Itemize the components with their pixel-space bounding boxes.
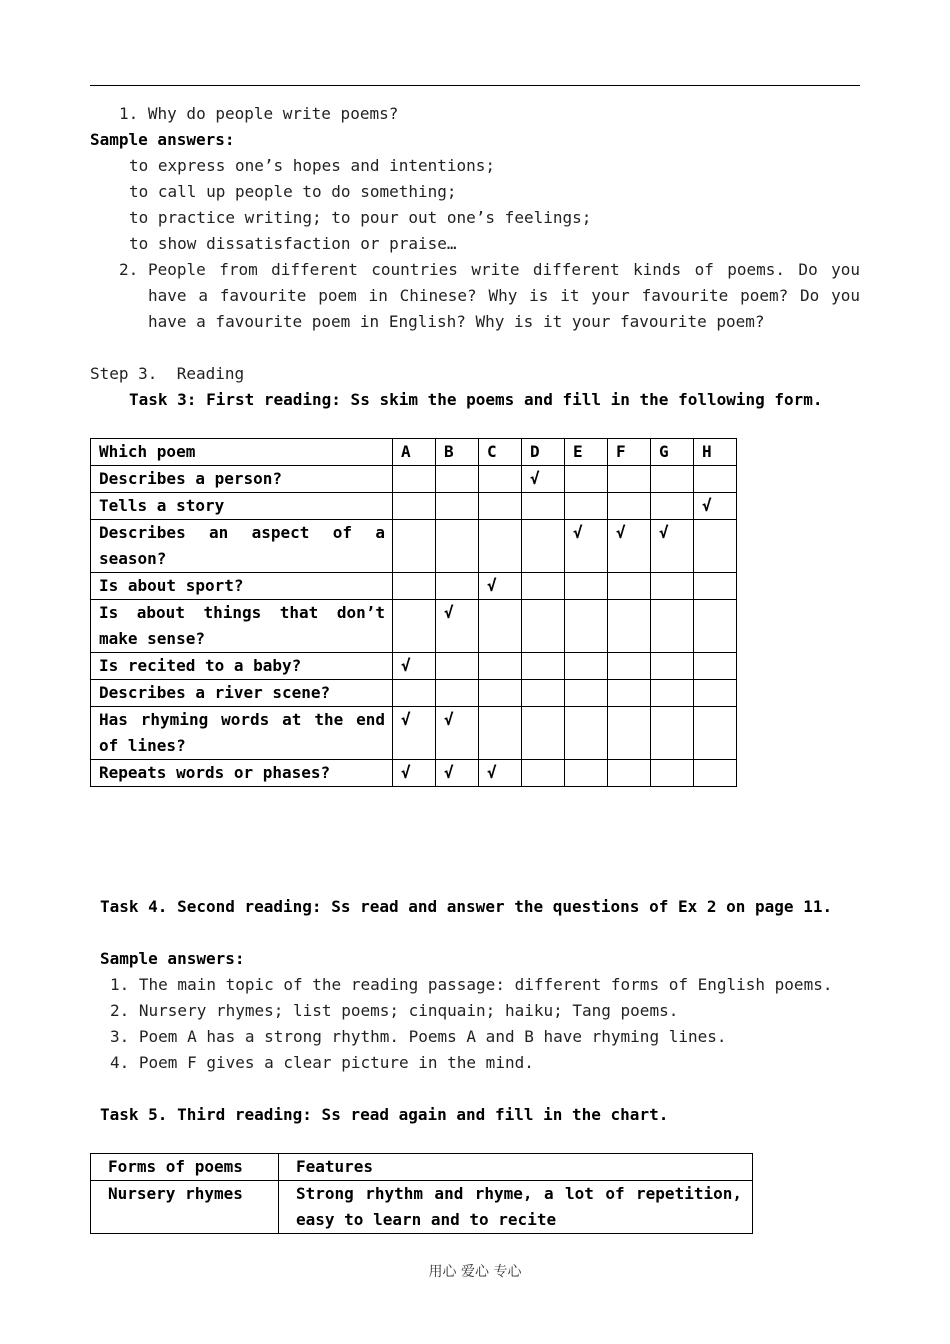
- question-2-number: 2.: [119, 260, 139, 279]
- check-cell: [479, 600, 522, 653]
- table-header-row: [91, 439, 737, 466]
- header-cell: C: [479, 439, 522, 466]
- check-cell: √: [608, 520, 651, 573]
- check-cell: √: [479, 573, 522, 600]
- header-cell: G: [651, 439, 694, 466]
- check-cell: [522, 493, 565, 520]
- question-cell: Is about sport?: [91, 573, 393, 600]
- question-cell-line: season?: [99, 549, 167, 568]
- table-row: [91, 1181, 753, 1234]
- check-cell: [522, 653, 565, 680]
- task-4-heading: Task 4. Second reading: Ss read and answer the questions of Ex 2 on page 11.: [100, 897, 833, 916]
- check-cell: [651, 466, 694, 493]
- answer-line: 2. Nursery rhymes; list poems; cinquain; haiku; Tang poems.: [110, 1001, 679, 1020]
- features-line: easy to learn and to recite: [296, 1210, 557, 1229]
- check-cell: [651, 653, 694, 680]
- check-cell: √: [436, 760, 479, 787]
- table-row: [91, 600, 737, 653]
- check-cell: √: [393, 707, 436, 760]
- check-cell: [479, 653, 522, 680]
- check-cell: √: [479, 760, 522, 787]
- check-cell: [694, 653, 737, 680]
- header-cell: D: [522, 439, 565, 466]
- table-row: [91, 680, 737, 707]
- sample-answers-label: Sample answers:: [100, 949, 245, 968]
- check-cell: [436, 680, 479, 707]
- check-cell: [651, 600, 694, 653]
- check-cell: [522, 680, 565, 707]
- header-cell: Forms of poems: [91, 1154, 279, 1181]
- check-cell: [522, 573, 565, 600]
- check-cell: [479, 466, 522, 493]
- check-cell: [651, 707, 694, 760]
- check-cell: [479, 493, 522, 520]
- question-cell-line: Has rhyming words at the end: [99, 710, 385, 729]
- question-2-line: have a favourite poem in Chinese? Why is it your favourite poem? Do you: [148, 286, 860, 305]
- check-cell: [479, 707, 522, 760]
- question-2-line: have a favourite poem in English? Why is it your favourite poem?: [148, 312, 765, 331]
- table-row: [91, 707, 737, 760]
- header-cell: F: [608, 439, 651, 466]
- question-cell: Is recited to a baby?: [91, 653, 393, 680]
- question-cell: [91, 520, 393, 573]
- check-cell: [522, 760, 565, 787]
- task-3-heading: Task 3: First reading: Ss skim the poems and fill in the following form.: [129, 390, 823, 409]
- question-cell: Tells a story: [91, 493, 393, 520]
- answer-line: to express one’s hopes and intentions;: [129, 156, 496, 175]
- check-cell: [436, 493, 479, 520]
- check-cell: [694, 707, 737, 760]
- check-cell: [651, 573, 694, 600]
- question-cell: Repeats words or phases?: [91, 760, 393, 787]
- table-row: [91, 573, 737, 600]
- header-cell: B: [436, 439, 479, 466]
- table-row: [91, 493, 737, 520]
- question-1: 1. Why do people write poems?: [119, 104, 399, 123]
- check-cell: [608, 707, 651, 760]
- question-cell: Describes a river scene?: [91, 680, 393, 707]
- check-cell: [479, 520, 522, 573]
- step-3-heading: Step 3. Reading: [90, 364, 245, 383]
- check-cell: [608, 573, 651, 600]
- check-cell: [436, 653, 479, 680]
- table-row: [91, 520, 737, 573]
- check-cell: [608, 653, 651, 680]
- check-cell: [608, 680, 651, 707]
- check-cell: [522, 520, 565, 573]
- check-cell: [393, 493, 436, 520]
- answer-line: 4. Poem F gives a clear picture in the mind.: [110, 1053, 534, 1072]
- check-cell: [565, 493, 608, 520]
- question-cell-line: of lines?: [99, 736, 186, 755]
- check-cell: [393, 466, 436, 493]
- check-cell: [565, 466, 608, 493]
- check-cell: √: [694, 493, 737, 520]
- header-cell: A: [393, 439, 436, 466]
- header-cell: H: [694, 439, 737, 466]
- check-cell: [694, 680, 737, 707]
- check-cell: [565, 653, 608, 680]
- question-cell: Describes a person?: [91, 466, 393, 493]
- answer-line: 1. The main topic of the reading passage: different forms of English poems.: [110, 975, 833, 994]
- check-cell: [522, 600, 565, 653]
- table-row: [91, 760, 737, 787]
- form-cell: Nursery rhymes: [91, 1181, 279, 1234]
- features-cell: [279, 1181, 753, 1234]
- check-cell: [479, 680, 522, 707]
- check-cell: [565, 573, 608, 600]
- poem-form-table: [90, 438, 737, 787]
- check-cell: [651, 493, 694, 520]
- check-cell: [393, 520, 436, 573]
- check-cell: √: [393, 760, 436, 787]
- header-cell: Features: [279, 1154, 753, 1181]
- check-cell: [608, 760, 651, 787]
- check-cell: [565, 707, 608, 760]
- check-cell: [694, 573, 737, 600]
- check-cell: √: [651, 520, 694, 573]
- check-cell: √: [522, 466, 565, 493]
- check-cell: √: [565, 520, 608, 573]
- question-cell-line: Is about things that don’t: [99, 603, 385, 622]
- check-cell: [436, 466, 479, 493]
- check-cell: [694, 600, 737, 653]
- question-cell: [91, 707, 393, 760]
- answer-line: to show dissatisfaction or praise…: [129, 234, 457, 253]
- check-cell: [608, 600, 651, 653]
- check-cell: [393, 600, 436, 653]
- answer-line: to practice writing; to pour out one’s feelings;: [129, 208, 592, 227]
- check-cell: [608, 466, 651, 493]
- check-cell: [565, 600, 608, 653]
- check-cell: [694, 466, 737, 493]
- check-cell: [565, 760, 608, 787]
- table-row: [91, 653, 737, 680]
- question-cell: [91, 600, 393, 653]
- check-cell: [694, 760, 737, 787]
- question-cell-line: Describes an aspect of a: [99, 523, 385, 542]
- check-cell: [522, 707, 565, 760]
- question-cell-line: make sense?: [99, 629, 205, 648]
- check-cell: √: [436, 707, 479, 760]
- header-rule: [90, 85, 860, 86]
- check-cell: [608, 493, 651, 520]
- answer-line: to call up people to do something;: [129, 182, 457, 201]
- question-2-line: People from different countries write different kinds of poems. Do you: [148, 260, 860, 279]
- check-cell: [565, 680, 608, 707]
- check-cell: [651, 680, 694, 707]
- table-header-row: [91, 1154, 753, 1181]
- check-cell: [436, 573, 479, 600]
- sample-answers-label: Sample answers:: [90, 130, 235, 149]
- check-cell: √: [436, 600, 479, 653]
- header-cell: Which poem: [91, 439, 393, 466]
- check-cell: [436, 520, 479, 573]
- check-cell: [651, 760, 694, 787]
- header-cell: E: [565, 439, 608, 466]
- check-cell: [393, 573, 436, 600]
- page-footer: 用心 爱心 专心: [428, 1264, 522, 1280]
- features-line: Strong rhythm and rhyme, a lot of repetition,: [296, 1184, 742, 1203]
- table-row: [91, 466, 737, 493]
- check-cell: √: [393, 653, 436, 680]
- poem-features-table: [90, 1153, 753, 1234]
- answer-line: 3. Poem A has a strong rhythm. Poems A and B have rhyming lines.: [110, 1027, 727, 1046]
- check-cell: [393, 680, 436, 707]
- check-cell: [694, 520, 737, 573]
- task-5-heading: Task 5. Third reading: Ss read again and fill in the chart.: [100, 1105, 669, 1124]
